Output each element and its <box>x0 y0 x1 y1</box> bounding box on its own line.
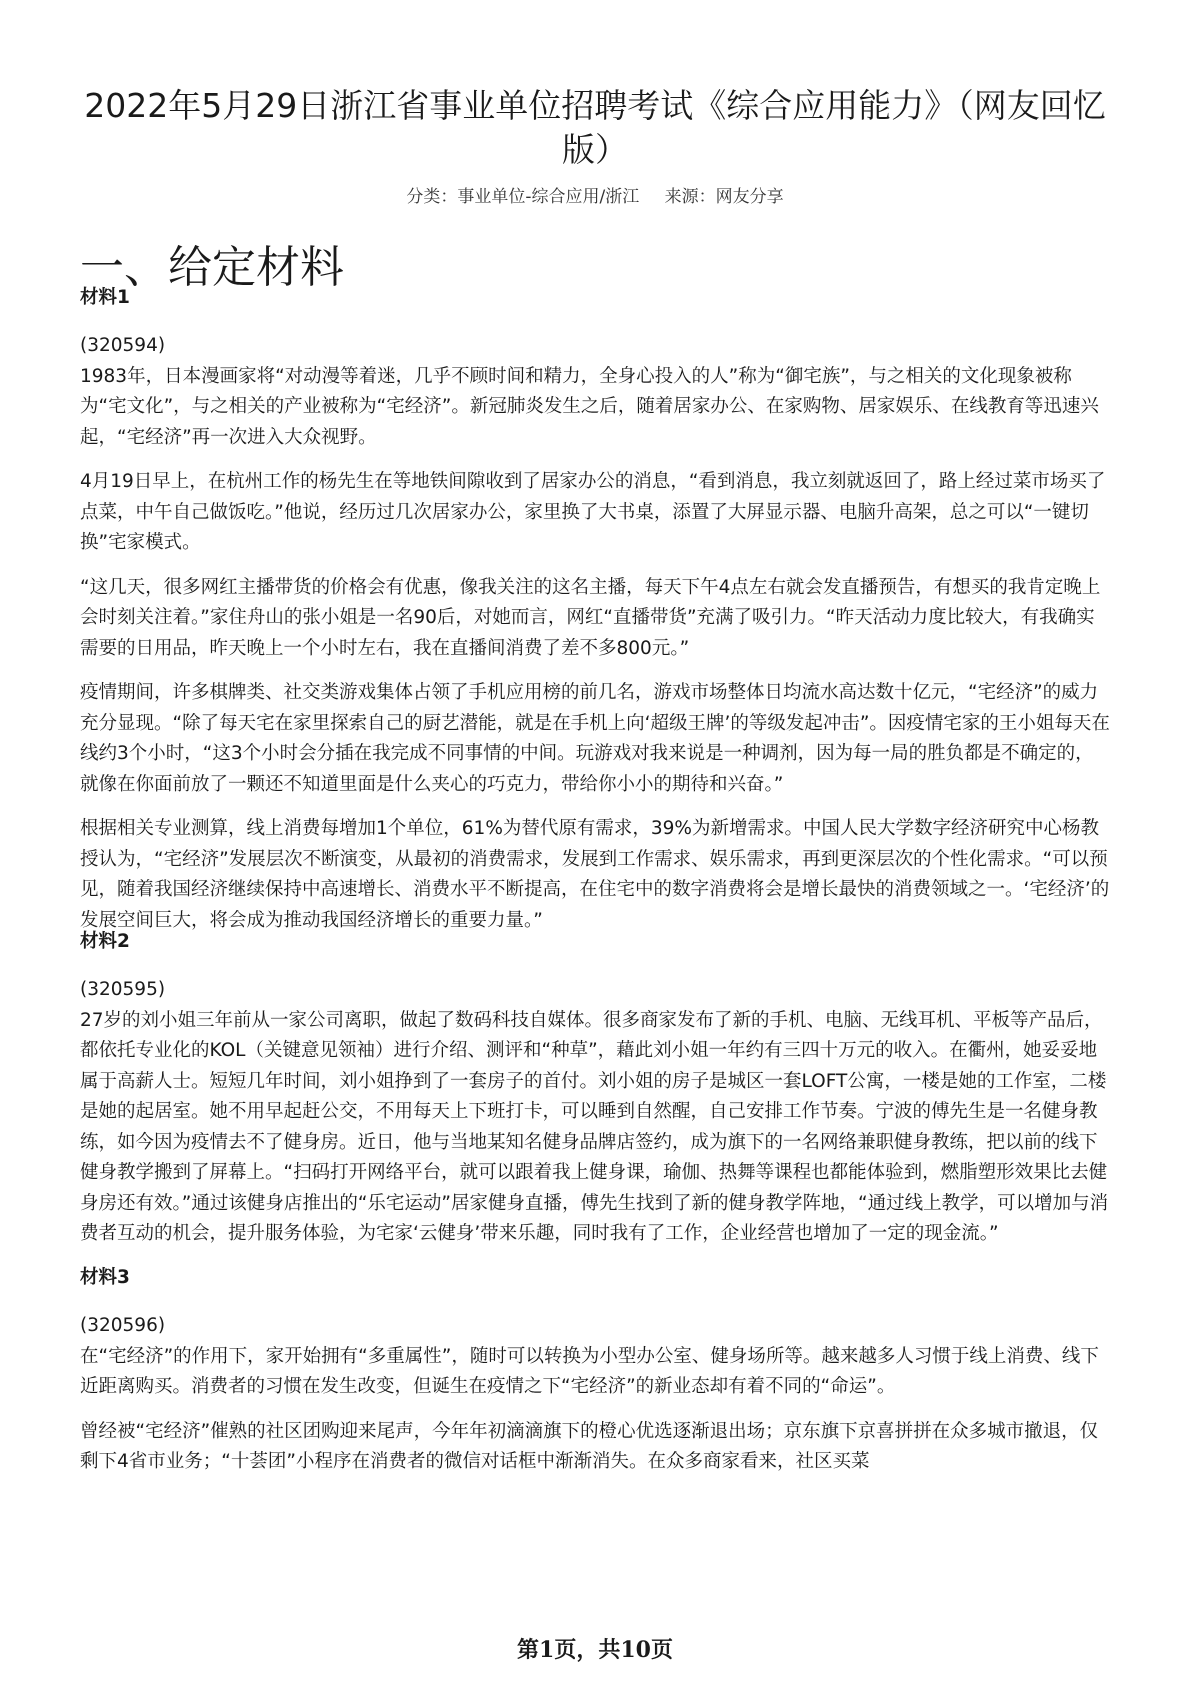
material-paragraph: 1983年，日本漫画家将“对动漫等着迷，几乎不顾时间和精力，全身心投入的人”称为“御宅族”，与之相关的文化现象被称为“宅文化”，与之相关的产业被称为“宅经济”。新冠肺炎发生之后，随着居家办公、在家购物、居家娱乐、在线教育等迅速兴起，“宅经济”再一次进入大众视野。 <box>80 365 1099 448</box>
category-label: 分类：事业单位-综合应用/浙江 <box>406 187 640 207</box>
page-number: 第1页，共10页 <box>517 1637 673 1663</box>
material-paragraph: “这几天，很多网红主播带货的价格会有优惠，像我关注的这名主播，每天下午4点左右就会发直播预告，有想买的我肯定晚上会时刻关注着。”家住舟山的张小姐是一名90后，对她而言，网红“直播带货”充满了吸引力。“昨天活动力度比较大，有我确实需要的日用品，昨天晚上一个小时左右，我在直播间消费了差不多800元。” <box>80 576 1101 659</box>
material-code: (320596) <box>80 1315 166 1336</box>
material-1 <box>80 286 1110 936</box>
document-title: 2022年5月29日浙江省事业单位招聘考试《综合应用能力》（网友回忆版） <box>84 86 1106 169</box>
section-heading: 一、给定材料 <box>80 242 344 293</box>
material-paragraph: 在“宅经济”的作用下，家开始拥有“多重属性”，随时可以转换为小型办公室、健身场所等。越来越多人习惯于线上消费、线下近距离购买。消费者的习惯在发生改变，但诞生在疫情之下“宅经济”的新业态却有着不同的“命运”。 <box>80 1345 1099 1397</box>
material-label: 材料3 <box>80 1267 130 1288</box>
material-2 <box>80 930 1110 1250</box>
material-code: (320594) <box>80 335 166 356</box>
document-meta <box>80 186 1110 208</box>
material-paragraph: 疫情期间，许多棋牌类、社交类游戏集体占领了手机应用榜的前几名，游戏市场整体日均流水高达数十亿元，“宅经济”的威力充分显现。“除了每天宅在家里探索自己的厨艺潜能，就是在手机上向‘超级王牌’的等级发起冲击”。因疫情宅家的王小姐每天在线约3个小时，“这3个小时会分插在我完成不同事情的中间。玩游戏对我来说是一种调剂，因为每一局的胜负都是不确定的，就像在你面前放了一颗还不知道里面是什么夹心的巧克力，带给你小小的期待和兴奋。” <box>80 682 1110 795</box>
material-paragraph: 曾经被“宅经济”催熟的社区团购迎来尾声，今年年初滴滴旗下的橙心优选逐渐退出场；京东旗下京喜拼拼在众多城市撤退，仅剩下4省市业务；“十荟团”小程序在消费者的微信对话框中渐渐消失。在众多商家看来，社区买菜 <box>80 1420 1099 1472</box>
material-label: 材料2 <box>80 931 130 952</box>
material-label: 材料1 <box>80 287 130 308</box>
material-paragraph: 27岁的刘小姐三年前从一家公司离职，做起了数码科技自媒体。很多商家发布了新的手机、电脑、无线耳机、平板等产品后，都依托专业化的KOL（关键意见领袖）进行介绍、测评和“种草”，藉此刘小姐一年约有三四十万元的收入。在衢州，她妥妥地属于高薪人士。短短几年时间，刘小姐挣到了一套房子的首付。刘小姐的房子是城区一套LOFT公寓，一楼是她的工作室，二楼是她的起居室。她不用早起赶公交，不用每天上下班打卡，可以睡到自然醒，自己安排工作节奏。宁波的傅先生是一名健身教练，如今因为疫情去不了健身房。近日，他与当地某知名健身品牌店签约，成为旗下的一名网络兼职健身教练，把以前的线下健身教学搬到了屏幕上。“扫码打开网络平台，就可以跟着我上健身课，瑜伽、热舞等课程也都能体验到，燃脂塑形效果比去健身房还有效。”通过该健身店推出的“乐宅运动”居家健身直播，傅先生找到了新的健身教学阵地，“通过线上教学，可以增加与消费者互动的机会，提升服务体验，为宅家‘云健身’带来乐趣，同时我有了工作，企业经营也增加了一定的现金流。” <box>80 1009 1109 1244</box>
material-code: (320595) <box>80 979 166 1000</box>
material-3 <box>80 1266 1110 1478</box>
material-paragraph: 根据相关专业测算，线上消费每增加1个单位，61%为替代原有需求，39%为新增需求。中国人民大学数字经济研究中心杨教授认为，“宅经济”发展层次不断演变，从最初的消费需求，发展到工作需求、娱乐需求，再到更深层次的个性化需求。“可以预见，随着我国经济继续保持中高速增长、消费水平不断提高，在住宅中的数字消费将会是增长最快的消费领域之一。‘宅经济’的发展空间巨大，将会成为推动我国经济增长的重要力量。” <box>80 818 1110 931</box>
source-label: 来源：网友分享 <box>664 187 784 207</box>
material-paragraph: 4月19日早上，在杭州工作的杨先生在等地铁间隙收到了居家办公的消息，“看到消息，我立刻就返回了，路上经过菜市场买了点菜，中午自己做饭吃。”他说，经历过几次居家办公，家里换了大书桌，添置了大屏显示器、电脑升高架，总之可以“一键切换”宅家模式。 <box>80 471 1106 553</box>
